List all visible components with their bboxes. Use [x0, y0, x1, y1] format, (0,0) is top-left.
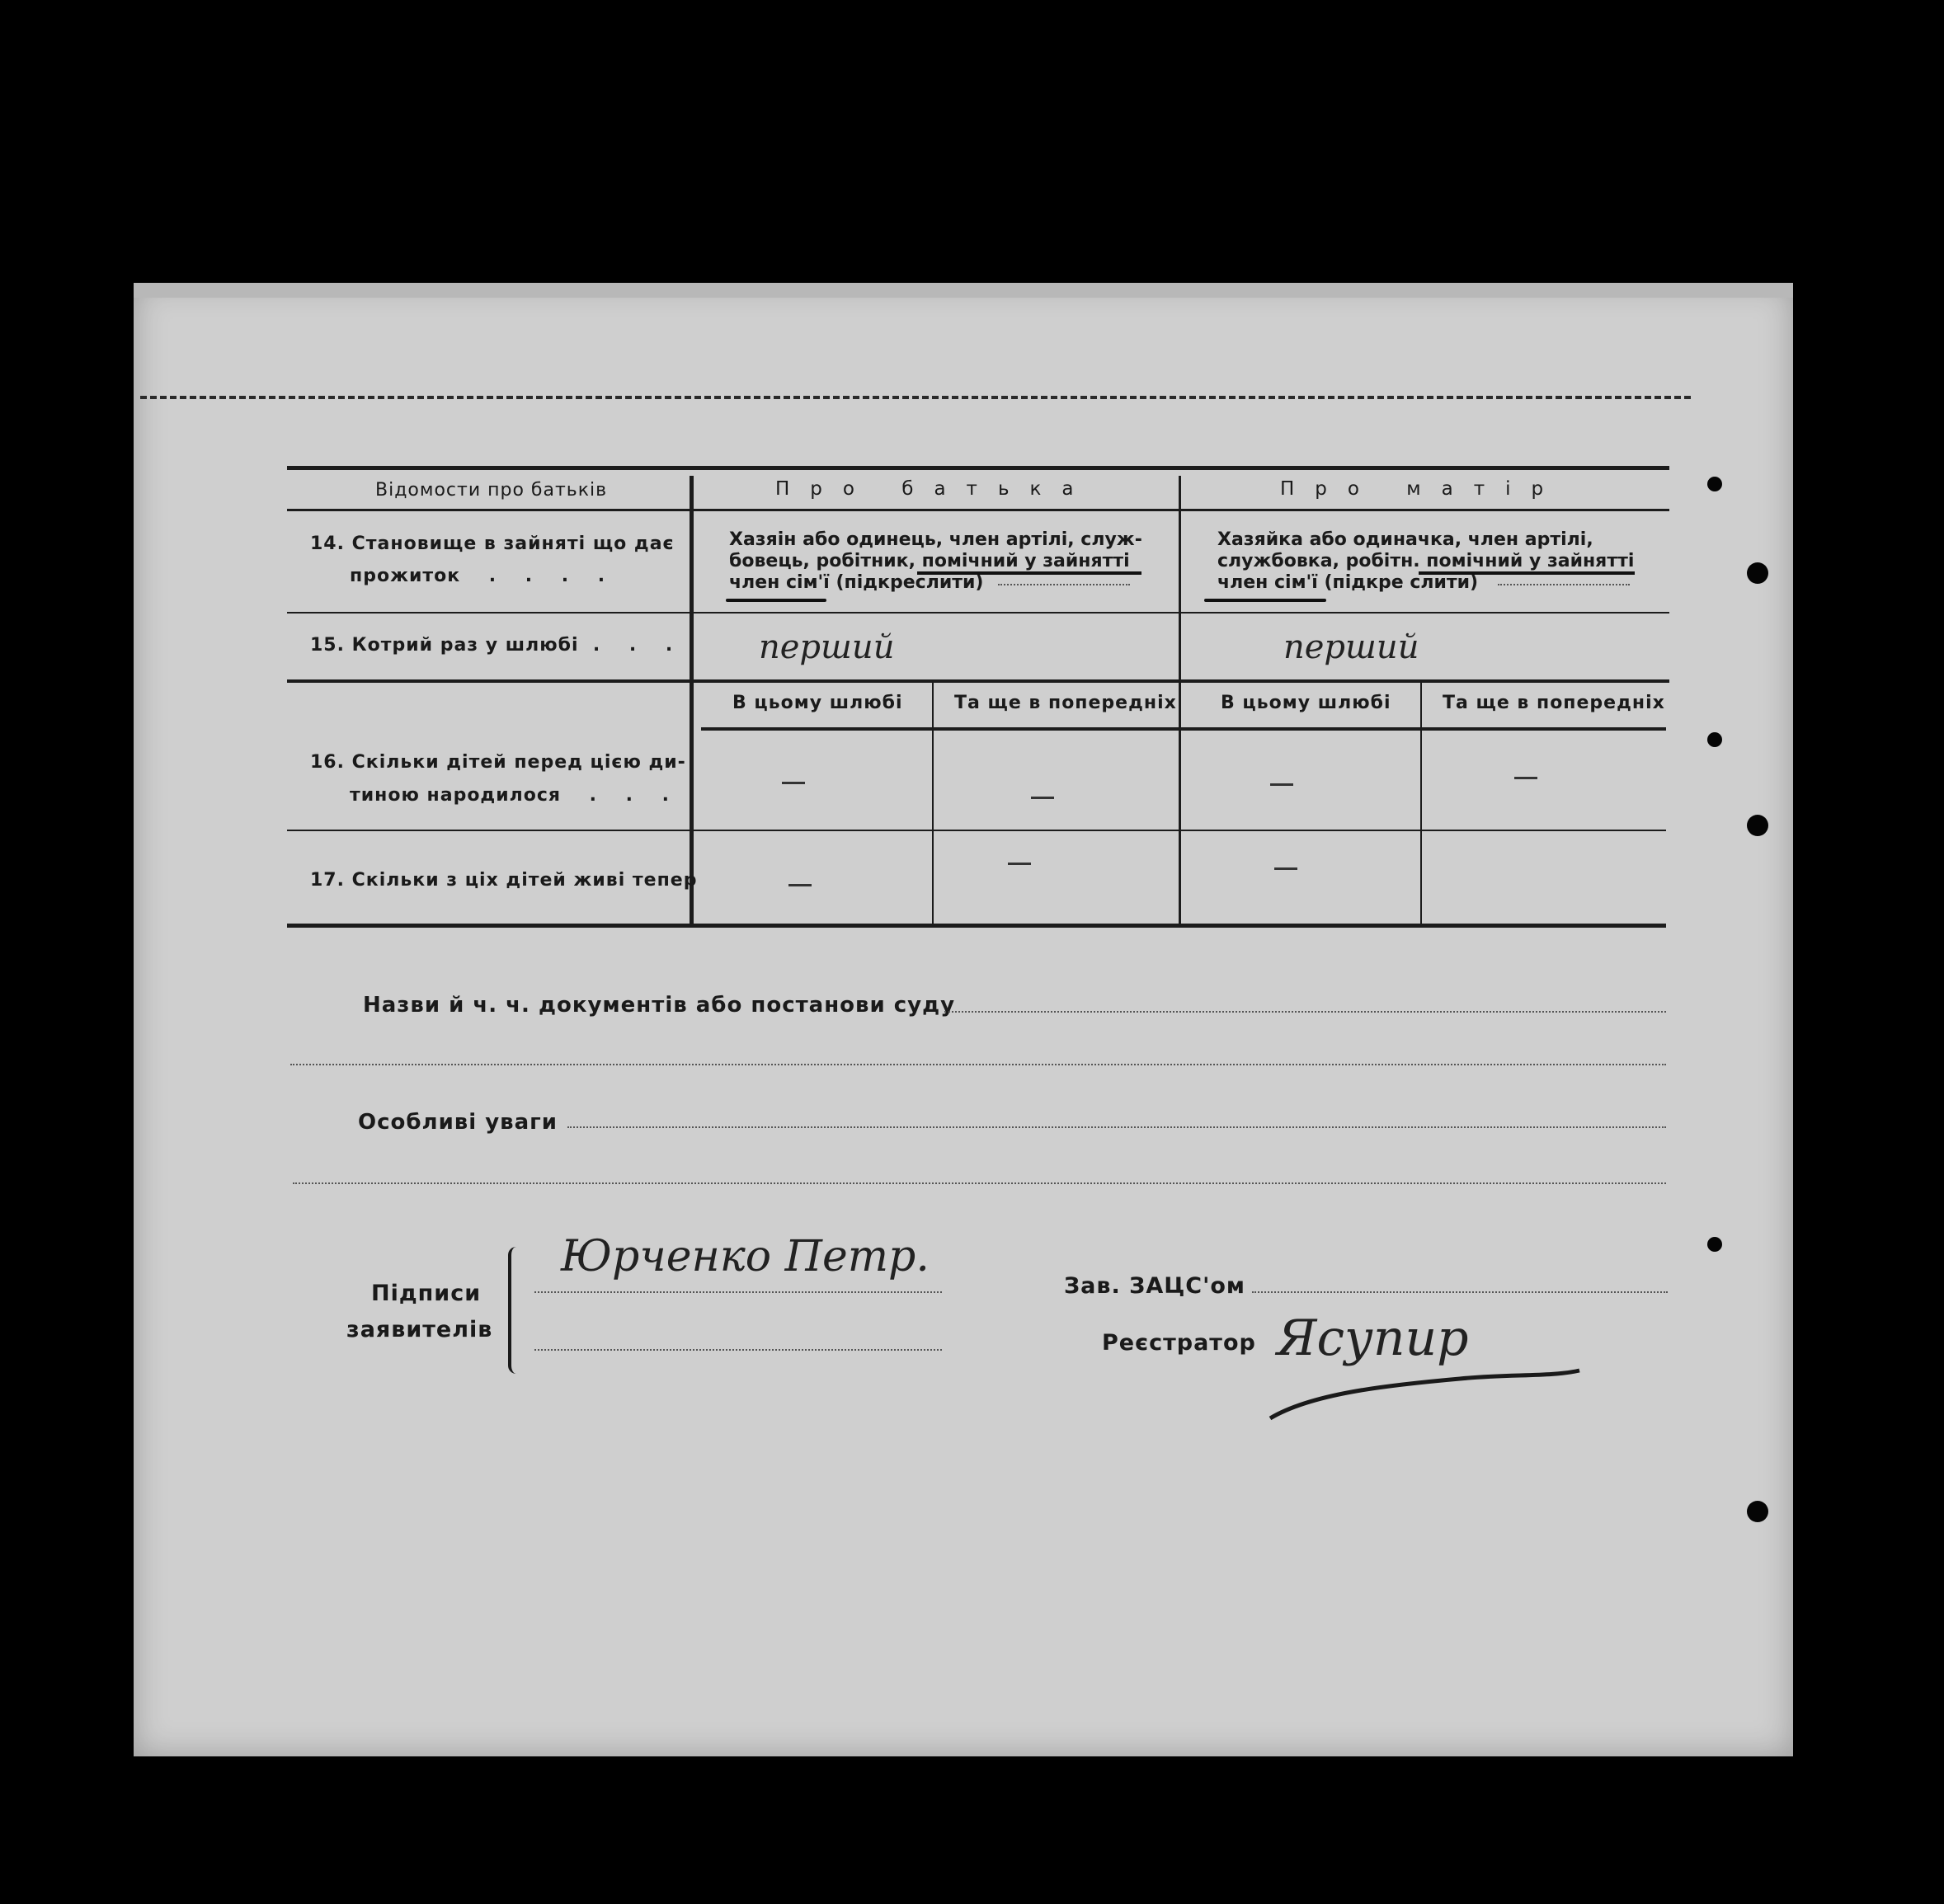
- binder-hole: [1707, 477, 1722, 491]
- registrar-signature: Ясупир: [1277, 1309, 1469, 1367]
- signatures-label-line1: Підписи: [371, 1281, 482, 1306]
- registrar-label: Реєстратор: [1102, 1330, 1256, 1356]
- perforation-line: [140, 396, 1691, 399]
- row17-mother-this-dash: [1274, 867, 1297, 870]
- subheader-mother-this: В цьому шлюбі: [1221, 693, 1391, 713]
- remarks-line-1: [567, 1126, 1666, 1128]
- applicant-sign-line-2: [534, 1349, 942, 1351]
- row16-father-this-dash: [782, 782, 805, 784]
- mother-underline-2: [1204, 599, 1326, 602]
- col-divider-4: [1420, 683, 1422, 926]
- header-col1: Відомости про батьків: [375, 480, 608, 501]
- binder-hole: [1747, 562, 1768, 584]
- document-page: [134, 283, 1793, 1756]
- row14-bottom-rule: [287, 612, 1669, 614]
- row17-father-this-dash: [788, 884, 812, 886]
- signatures-label-line2: заявителів: [346, 1317, 493, 1342]
- row14-father-line1: Хазяін або одинець, член артілі, служ-: [729, 529, 1142, 550]
- documents-line-1: [944, 1011, 1666, 1013]
- row16-father-prev-dash: [1031, 797, 1054, 799]
- top-edge: [134, 283, 1793, 298]
- row15-father-value: перший: [759, 628, 895, 666]
- documents-label: Назви й ч. ч. документів або постанови суду: [363, 993, 956, 1018]
- subheader-mother-prev: Та ще в попередніх: [1443, 693, 1665, 713]
- row14-mother-line3: член сім'ї (підкре слити): [1217, 572, 1479, 593]
- col-divider-1: [690, 476, 694, 926]
- subheader-father-prev: Та ще в попередніх: [954, 693, 1177, 713]
- father-underline-2: [726, 599, 826, 602]
- table-top-rule: [287, 466, 1669, 470]
- row14-mother-line2: службовка, робітн. помічний у зайнятті: [1217, 551, 1635, 571]
- row14-father-line3: член сім'ї (підкреслити): [729, 572, 984, 593]
- signatures-brace: [508, 1247, 523, 1374]
- row14-label-line1: 14. Становище в зайняті що дає: [310, 534, 675, 554]
- registrar-signature-flourish: [1262, 1352, 1592, 1427]
- applicant-sign-line-1: [534, 1291, 942, 1293]
- row17-label: 17. Скільки з ціх дітей живі тепер: [310, 870, 698, 891]
- subheader-father-this: В цьому шлюбі: [732, 693, 903, 713]
- row17-father-prev-dash: [1008, 863, 1031, 865]
- table-header-rule: [287, 509, 1669, 511]
- binder-hole: [1747, 815, 1768, 836]
- head-sign-line: [1252, 1291, 1668, 1293]
- father-underline: [917, 571, 1141, 575]
- head-label: Зав. ЗАЦС'ом: [1064, 1273, 1245, 1299]
- binder-hole: [1747, 1501, 1768, 1522]
- row16-label-line2: тиною народилося . . .: [350, 785, 670, 806]
- father-dots: [998, 584, 1130, 585]
- row16-bottom-rule: [287, 830, 1666, 831]
- row15-label: 15. Котрий раз у шлюбі . . .: [310, 635, 674, 656]
- applicant-signature: Юрченко Петр.: [561, 1232, 930, 1281]
- row14-mother-line1: Хазяйка або одиначка, член артілі,: [1217, 529, 1593, 550]
- col-divider-3: [932, 683, 934, 926]
- documents-line-2: [290, 1064, 1666, 1065]
- row14-label-line2: прожиток . . . .: [350, 566, 606, 586]
- table-bottom-rule: [287, 924, 1666, 928]
- row16-label-line1: 16. Скільки дітей перед цією ди-: [310, 752, 686, 773]
- remarks-label: Особливі уваги: [358, 1110, 558, 1135]
- row16-mother-prev-dash: [1514, 777, 1537, 779]
- header-mother: Про матір: [1280, 478, 1565, 500]
- subheader-rule: [701, 727, 1666, 731]
- mother-dots: [1498, 584, 1630, 585]
- mother-underline: [1419, 571, 1635, 575]
- row15-mother-value: перший: [1283, 628, 1419, 666]
- row14-father-line2: бовець, робітник, помічний у зайнятті: [729, 551, 1130, 571]
- binder-hole: [1707, 1237, 1722, 1252]
- col-divider-2: [1179, 476, 1181, 926]
- remarks-line-2: [293, 1182, 1666, 1184]
- binder-hole: [1707, 732, 1722, 747]
- row15-bottom-rule: [287, 679, 1669, 683]
- row16-mother-this-dash: [1270, 783, 1293, 786]
- header-father: Про батька: [775, 478, 1094, 500]
